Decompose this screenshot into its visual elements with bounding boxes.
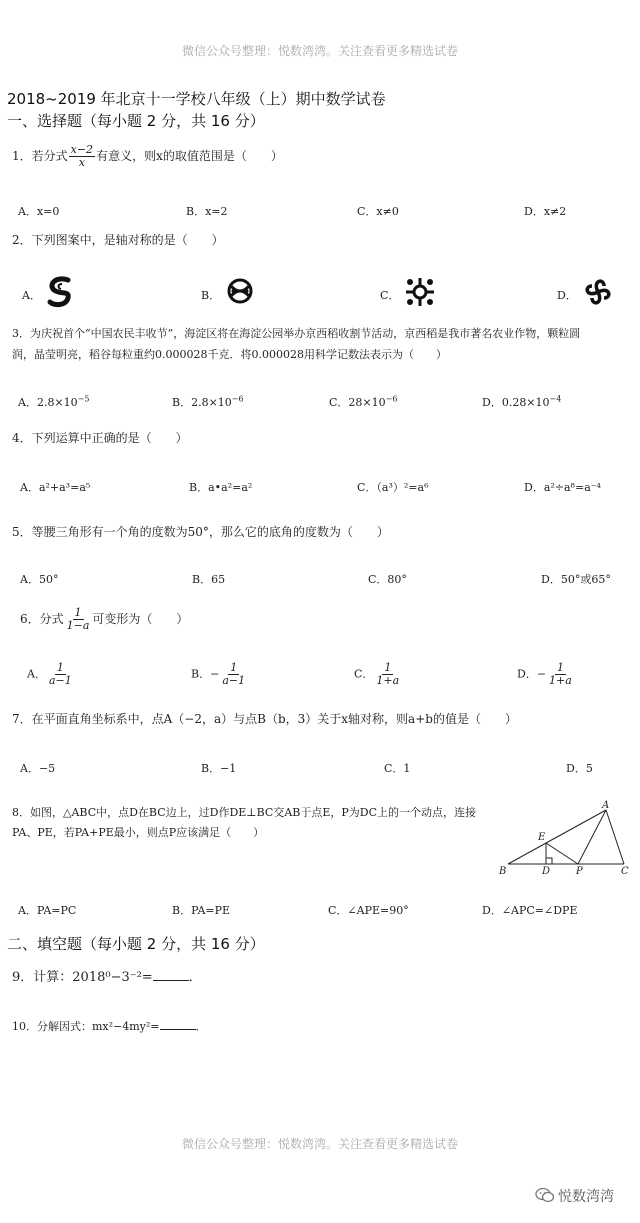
question-2: 2．下列图案中，是轴对称的是（ ） [12,233,224,247]
q1-option-b: B．x=2 [186,205,228,218]
q1-option-c: C．x≠0 [357,205,399,218]
q7-option-c: C．1 [384,762,411,775]
q9-answer-blank[interactable] [153,968,189,981]
q1-option-d: D．x≠2 [524,205,567,218]
knot-emblem-icon [225,276,255,306]
q1-option-a: A．x=0 [18,205,60,218]
q3-option-a [18,394,89,410]
q1-prefix: 1．若分式 [12,149,68,163]
figure-label-a: A [602,800,610,811]
q10-end: ． [195,1020,207,1033]
q2-label-c: C． [380,289,400,302]
q3-option-d-base: D．0.28×10 [482,396,550,409]
q4-option-c: C．（a³）²=a⁶ [357,481,429,494]
q6-prefix: 6．分式 [20,612,64,626]
q1-frac-den: x [78,156,85,169]
q6-option-a-label: A． [27,667,46,681]
figure-label-c: C [621,866,629,877]
q6-suffix: 可变形为（ ） [92,612,189,626]
exam-title: 2018~2019 年北京十一学校八年级（上）期中数学试卷 [7,90,386,108]
q10-text: 10．分解因式：mx²−4my²= [12,1020,160,1033]
q6-option-d-label: D． [517,667,537,681]
q6-option-c-num: 1 [384,661,392,674]
q6-option-c [354,662,402,687]
q1-suffix: 有意义，则x的取值范围是（ ） [96,149,283,163]
q6-option-a-fraction [47,662,74,687]
q6-option-d [517,662,575,687]
section-fill-heading: 二、填空题（每小题 2 分，共 16 分） [7,935,265,953]
q9-text: 9．计算：2018⁰−3⁻²= [12,970,153,985]
q8-option-d: D．∠APC=∠DPE [482,904,578,917]
q7-option-b: B．−1 [201,762,237,775]
brand-name: 悦数湾湾 [558,1189,614,1205]
q2-label-a: A． [22,289,41,302]
q3-option-a-exp: −5 [77,394,90,404]
q9-end: ． [188,970,202,985]
q6-option-d-sign: − [536,667,547,681]
q6-option-a-num: 1 [56,661,64,674]
q6-frac-num: 1 [74,606,82,619]
q6-option-c-label: C． [354,667,374,681]
question-8-line-1: 8．如图，△ABC中，点D在BC边上，过D作DE⊥BC交AB于点E，P为DC上的一个动点，连接 [12,806,477,819]
pinwheel-emblem-icon [582,276,614,308]
swirl-s-icon [46,276,76,308]
q6-option-b-num: 1 [230,661,238,674]
q5-option-d: D．50°或65° [541,573,611,586]
q2-label-d: D． [557,289,577,302]
q3-option-c-exp: −6 [385,394,398,404]
wechat-icon [535,1187,555,1203]
q8-option-b: B．PA=PE [172,904,231,917]
q6-option-a [27,662,75,687]
figure-label-p: P [576,866,583,877]
question-8-line-2: PA、PE，若PA+PE最小，则点P应该满足（ ） [12,826,265,839]
question-4: 4．下列运算中正确的是（ ） [12,431,188,445]
q3-option-b-base: B．2.8×10 [172,396,232,409]
q3-option-b-exp: −6 [231,394,244,404]
watermark-top: 微信公众号整理：悦数湾湾。关注查看更多精选试卷 [181,44,458,58]
q3-option-d [482,394,561,410]
q8-option-c: C．∠APE=90° [328,904,409,917]
q10-answer-blank[interactable] [160,1017,196,1030]
question-1 [12,144,283,169]
q4-option-d: D．a²÷a⁸=a⁻⁴ [524,481,601,494]
question-3-line-1: 3．为庆祝首个“中国农民丰收节”，海淀区将在海淀公园举办京西稻收割节活动，京西稻是我市著名农业作物，颗粒圆 [12,327,581,340]
triangle-abc-figure [496,798,634,880]
q7-option-a: A．−5 [20,762,56,775]
q6-option-b-fraction [220,662,247,687]
q6-option-b-sign: − [210,667,220,681]
q6-option-d-den: 1+a [549,674,572,687]
q6-option-c-den: 1+a [376,674,400,687]
q6-option-b-den: a−1 [222,674,246,687]
q6-option-a-den: a−1 [48,674,72,687]
q6-option-d-fraction [547,662,574,687]
q4-option-b: B．a•a²=a² [189,481,253,494]
q4-option-a: A．a²+a³=a⁵ [20,481,91,494]
question-7: 7．在平面直角坐标系中，点A（−2，a）与点B（b，3）关于x轴对称，则a+b的值是（ ） [12,712,517,726]
question-3-line-2: 润，晶莹明亮，稻谷每粒重约0.000028千克．将0.000028用科学记数法表示为（ ） [12,348,447,361]
q3-option-b [172,394,244,410]
q1-frac-num: x−2 [70,143,94,156]
q6-option-d-num: 1 [556,661,564,674]
q3-option-c-base: C．28×10 [329,396,386,409]
q7-option-d: D．5 [566,762,593,775]
q8-option-a: A．PA=PC [18,904,77,917]
q1-fraction [69,144,95,169]
q2-label-b: B． [201,289,221,302]
floral-emblem-icon [404,276,436,308]
q3-option-c [329,394,397,410]
q3-option-a-base: A．2.8×10 [18,396,78,409]
question-5: 5．等腰三角形有一个角的度数为50°，那么它的底角的度数为（ ） [12,525,389,539]
section-choice-heading: 一、选择题（每小题 2 分，共 16 分） [7,112,265,130]
q5-option-b: B．65 [192,573,226,586]
q3-option-d-exp: −4 [549,394,562,404]
q6-fraction [65,607,92,632]
q5-option-c: C．80° [368,573,407,586]
q5-option-a: A．50° [20,573,59,586]
q6-option-b [191,662,248,687]
question-9 [12,966,202,985]
q6-option-c-fraction [374,662,401,687]
figure-label-e: E [538,832,546,843]
figure-label-b: B [499,866,507,877]
q6-frac-den: 1−a [66,619,90,632]
question-10 [12,1017,207,1034]
watermark-bottom: 微信公众号整理：悦数湾湾。关注查看更多精选试卷 [181,1137,458,1151]
question-6 [20,607,188,632]
figure-label-d: D [542,866,551,877]
q6-option-b-label: B． [191,667,211,681]
